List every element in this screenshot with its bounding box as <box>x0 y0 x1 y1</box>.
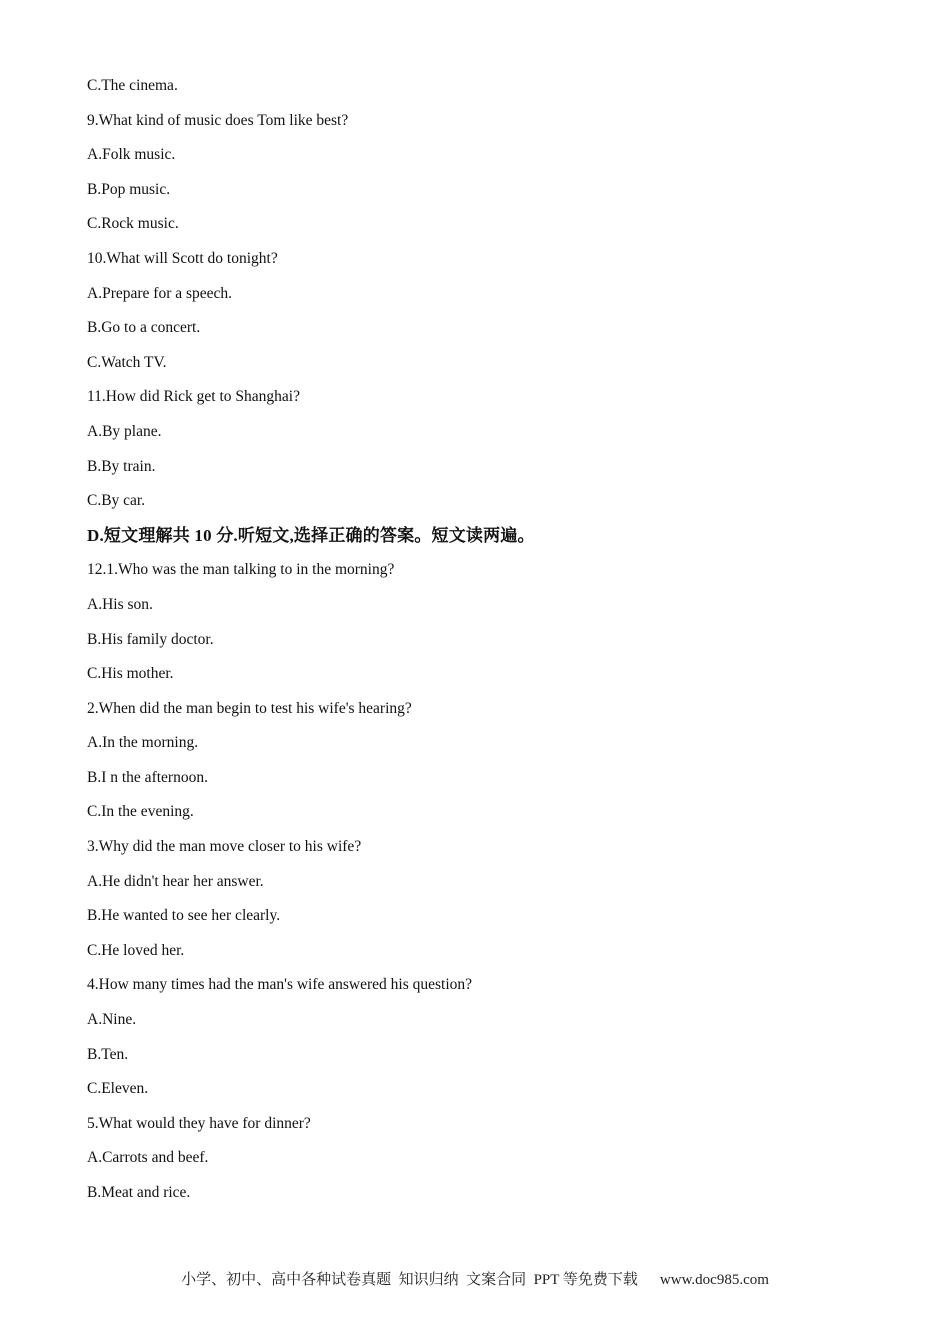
answer-option: A.Prepare for a speech. <box>87 284 233 302</box>
answer-option: A.By plane. <box>87 422 162 440</box>
answer-option: C.By car. <box>87 492 146 510</box>
answer-option: C.Watch TV. <box>87 353 167 371</box>
answer-option: B.He wanted to see her clearly. <box>87 907 281 925</box>
page-footer <box>0 1268 950 1289</box>
question-text: 3.Why did the man move closer to his wife? <box>87 838 362 856</box>
answer-option: C.The cinema. <box>87 77 178 94</box>
answer-option: B.Ten. <box>87 1045 129 1063</box>
section-heading: D.短文理解共 10 分.听短文,选择正确的答案。短文读两遍。 <box>87 525 535 545</box>
question-text: 5.What would they have for dinner? <box>87 1114 311 1132</box>
answer-option: B.Meat and rice. <box>87 1184 191 1201</box>
question-text: 11.How did Rick get to Shanghai? <box>87 388 300 406</box>
question-text: 2.When did the man begin to test his wife's hearing? <box>87 699 412 717</box>
answer-option: B.I n the afternoon. <box>87 768 208 786</box>
question-text: 10.What will Scott do tonight? <box>87 249 278 267</box>
answer-option: C.Rock music. <box>87 215 179 233</box>
answer-option: B.His family doctor. <box>87 630 214 648</box>
answer-option: A.In the morning. <box>87 734 199 752</box>
document-body <box>87 73 867 1215</box>
footer-text: 小学、初中、高中各种试卷真题 知识归纳 文案合同 PPT 等免费下载 <box>181 1272 638 1288</box>
answer-option: C.His mother. <box>87 665 174 683</box>
answer-option: A.Folk music. <box>87 146 176 164</box>
answer-option: B.By train. <box>87 457 156 475</box>
question-text: 12.1.Who was the man talking to in the morning? <box>87 561 395 579</box>
answer-option: C.In the evening. <box>87 803 194 821</box>
answer-option: A.Nine. <box>87 1011 137 1029</box>
answer-option: B.Go to a concert. <box>87 319 201 337</box>
answer-option: A.He didn't hear her answer. <box>87 872 264 890</box>
question-text: 4.How many times had the man's wife answered his question? <box>87 976 473 994</box>
question-text: 9.What kind of music does Tom like best? <box>87 111 349 129</box>
answer-option: A.His son. <box>87 595 153 613</box>
footer-site: www.doc985.com <box>659 1272 769 1288</box>
answer-option: A.Carrots and beef. <box>87 1149 209 1167</box>
answer-option: C.Eleven. <box>87 1080 149 1098</box>
answer-option: B.Pop music. <box>87 180 171 198</box>
answer-option: C.He loved her. <box>87 941 185 959</box>
